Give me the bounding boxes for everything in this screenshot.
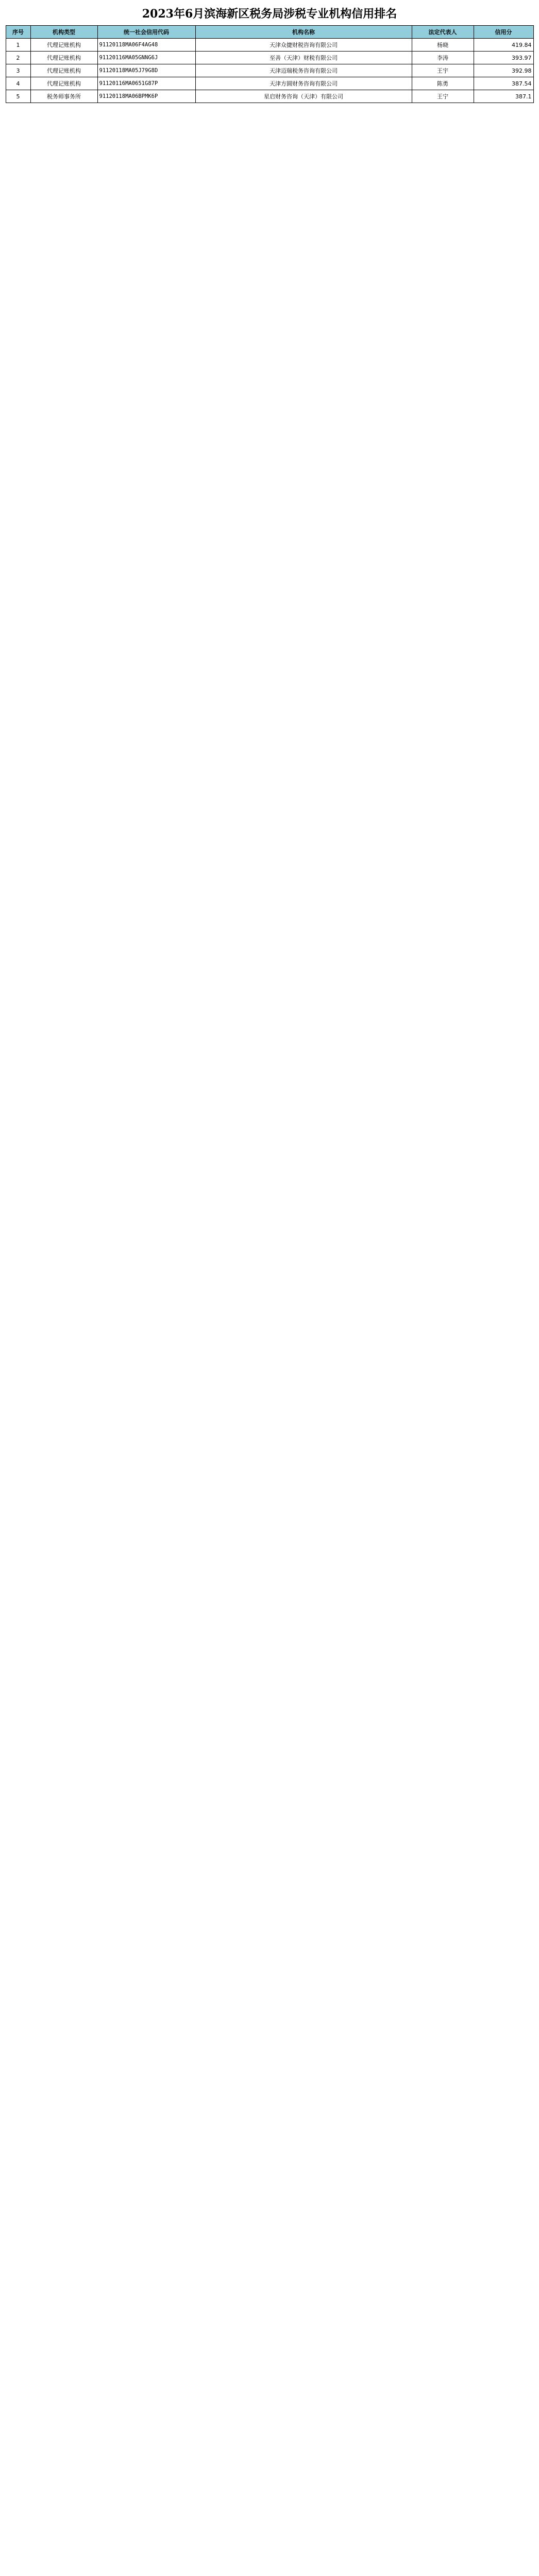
org-type-cell: 代理记账机构 [30,77,97,90]
credit-code-cell: 91120116MA05GNNG6J [97,52,195,64]
org-name-cell: 天津众捷财税咨询有限公司 [195,39,412,52]
org-name-cell: 天津方圆财务咨询有限公司 [195,77,412,90]
legal-rep-cell: 陈勇 [412,77,474,90]
row-index: 3 [6,64,30,77]
credit-score-cell: 419.84 [474,39,533,52]
table-row [6,52,533,64]
table-row [6,39,533,52]
header-credit-code: 统一社会信用代码 [97,26,195,39]
credit-code-cell: 91120116MA0651G87P [97,77,195,90]
header-org-type: 机构类型 [30,26,97,39]
header-credit-score: 信用分 [474,26,533,39]
org-name-cell: 至善（天津）财税有限公司 [195,52,412,64]
table-row [6,64,533,77]
row-index: 4 [6,77,30,90]
credit-score-cell: 387.1 [474,90,533,103]
table-row [6,90,533,103]
header-legal-rep: 法定代表人 [412,26,474,39]
row-index: 2 [6,52,30,64]
legal-rep-cell: 杨晓 [412,39,474,52]
page-title: 2023年6月滨海新区税务局涉税专业机构信用排名 [142,7,397,21]
credit-score-cell: 387.54 [474,77,533,90]
legal-rep-cell: 王宁 [412,90,474,103]
org-type-cell: 代理记账机构 [30,64,97,77]
credit-code-cell: 91120118MA06F4AG48 [97,39,195,52]
org-name-cell: 星启财务咨询（天津）有限公司 [195,90,412,103]
table-header-row [6,26,533,39]
org-name-cell: 天津迈瑞税务咨询有限公司 [195,64,412,77]
org-type-cell: 税务师事务所 [30,90,97,103]
header-index: 序号 [6,26,30,39]
org-type-cell: 代理记账机构 [30,52,97,64]
credit-score-cell: 392.98 [474,64,533,77]
row-index: 1 [6,39,30,52]
credit-code-cell: 91120118MA06BPMK6P [97,90,195,103]
credit-ranking-table [6,25,534,103]
header-org-name: 机构名称 [195,26,412,39]
table-body [6,39,533,103]
legal-rep-cell: 王宇 [412,64,474,77]
legal-rep-cell: 李涛 [412,52,474,64]
credit-score-cell: 393.97 [474,52,533,64]
credit-code-cell: 91120118MA05J79G8D [97,64,195,77]
row-index: 5 [6,90,30,103]
org-type-cell: 代理记账机构 [30,39,97,52]
table-row [6,77,533,90]
